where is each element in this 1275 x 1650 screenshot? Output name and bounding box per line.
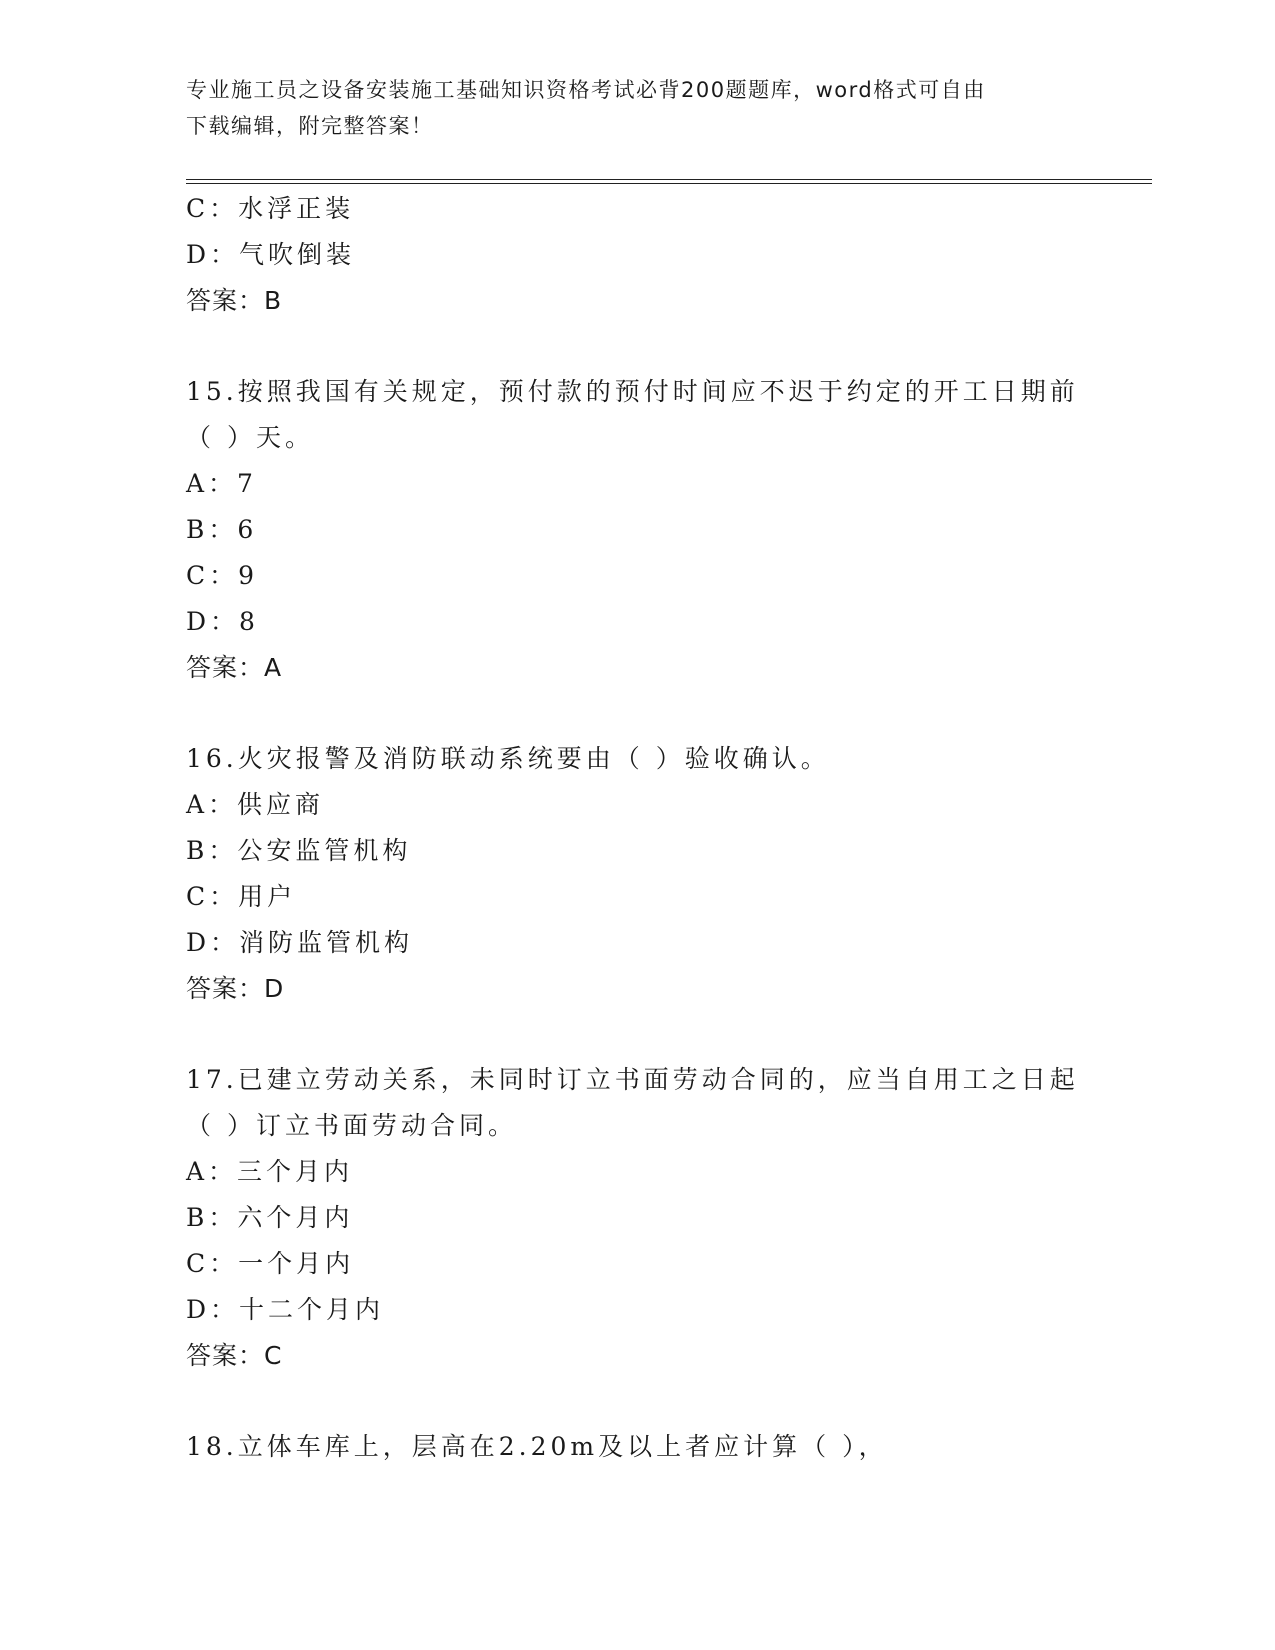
answer-line: 答案：D [186,974,285,1003]
header-line-1: 专业施工员之设备安装施工基础知识资格考试必背200题题库，word格式可自由 [186,78,986,102]
question-stem: （ ）订立书面劳动合同。 [186,1111,517,1140]
option-a: A：供应商 [186,790,325,819]
document-header [186,72,1086,144]
answer-line: 答案：A [186,653,283,682]
question-gap [186,1012,1116,1057]
option-c: C：9 [186,561,259,590]
question-gap [186,1379,1116,1424]
header-divider-top [186,179,1152,180]
header-divider-bottom [186,183,1152,184]
question-stem: （ ）天。 [186,423,314,452]
question-18 [186,1424,1116,1470]
option-b: B：公安监管机构 [186,836,412,865]
option-d: D：8 [186,607,259,636]
question-stem: 15.按照我国有关规定，预付款的预付时间应不迟于约定的开工日期前 [186,377,1079,406]
question-gap [186,691,1116,736]
question-stem: 17.已建立劳动关系，未同时订立书面劳动合同的，应当自用工之日起 [186,1065,1079,1094]
question-16 [186,736,1116,1012]
option-c: C：水浮正装 [186,194,355,223]
question-gap [186,324,1116,369]
option-d: D：十二个月内 [186,1295,385,1324]
question-stem: 18.立体车库上，层高在2.20m及以上者应计算（ ）， [186,1432,888,1461]
option-d: D：气吹倒装 [186,240,356,269]
option-a: A：三个月内 [186,1157,354,1186]
option-d: D：消防监管机构 [186,928,414,957]
header-line-2: 下载编辑，附完整答案！ [186,114,434,138]
question-15 [186,369,1116,691]
question-14-continuation [186,186,1116,324]
option-b: B：六个月内 [186,1203,354,1232]
option-c: C：用户 [186,882,297,911]
question-stem: 16.火灾报警及消防联动系统要由（ ）验收确认。 [186,744,830,773]
option-a: A：7 [186,469,257,498]
question-17 [186,1057,1116,1379]
option-b: B：6 [186,515,258,544]
option-c: C：一个月内 [186,1249,355,1278]
document-body [186,186,1116,1470]
answer-line: 答案：C [186,1341,283,1370]
answer-line: 答案：B [186,286,283,315]
